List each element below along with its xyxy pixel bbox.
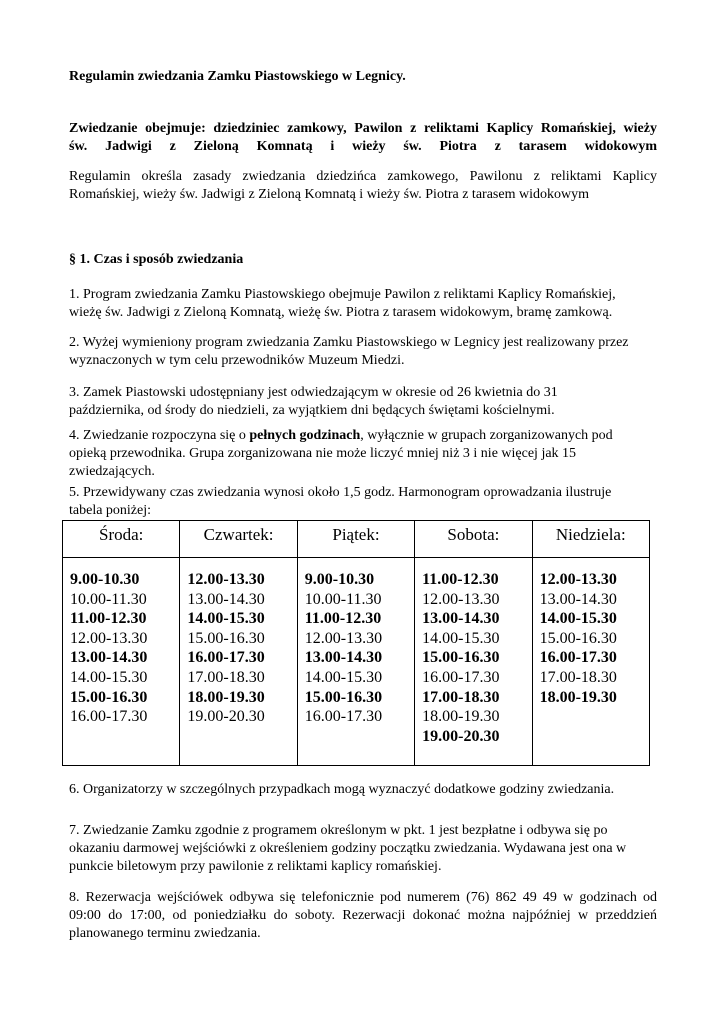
time-slot: 13.00-14.30 xyxy=(70,649,148,667)
time-slot: 18.00-19.30 xyxy=(187,688,265,706)
point-line: października, od środy do niedzieli, za wyjątkiem dni będących świętami kościelnymi. xyxy=(69,403,555,418)
point-line: zwiedzających. xyxy=(69,464,155,479)
time-slot: 15.00-16.30 xyxy=(187,629,265,647)
point-line: opieką przewodnika. Grupa zorganizowana nie może liczyć mniej niż 3 i nie więcej jak 15 xyxy=(69,446,577,461)
point-4-text: 4. Zwiedzanie rozpoczyna się o xyxy=(69,428,250,443)
time-slot: 15.00-16.30 xyxy=(539,629,617,647)
time-slot: 12.00-13.30 xyxy=(422,590,500,608)
time-slot: 11.00-12.30 xyxy=(304,610,382,628)
scope-line: św. Jadwigi z Zieloną Komnatą i wieży św. Piotra z tarasem widokowym xyxy=(69,139,657,154)
day-header: Niedziela: xyxy=(532,521,649,558)
time-slot: 13.00-14.30 xyxy=(539,590,617,608)
point-line: 6. Organizatorzy w szczególnych przypadkach mogą wyznaczyć dodatkowe godziny zwiedzania. xyxy=(69,782,615,797)
time-slot: 15.00-16.30 xyxy=(304,688,383,706)
point-4-text: , wyłącznie w grupach zorganizowanych pod xyxy=(360,428,613,443)
scope-paragraph xyxy=(69,120,657,156)
day-header: Środa: xyxy=(63,521,180,558)
time-slot: 17.00-18.30 xyxy=(422,688,500,706)
time-slot: 15.00-16.30 xyxy=(422,649,500,667)
time-slot: 9.00-10.30 xyxy=(70,571,140,588)
point-2 xyxy=(69,334,657,370)
time-slot: 9.00-10.30 xyxy=(304,571,375,588)
time-slot: 19.00-20.30 xyxy=(422,727,500,745)
point-line: okazaniu darmowej wejściówki z określeniem godziny początku zwiedzania. Wydawana jest ona w xyxy=(69,841,627,856)
intro-paragraph xyxy=(69,168,657,204)
time-slot: 16.00-17.30 xyxy=(304,708,383,726)
time-slot: 14.00-15.30 xyxy=(422,629,500,647)
time-slot: 12.00-13.30 xyxy=(539,571,617,588)
scope-line: Zwiedzanie obejmuje: dziedziniec zamkowy, Pawilon z reliktami Kaplicy Romańskiej, wieży xyxy=(69,121,657,136)
document-title: Regulamin zwiedzania Zamku Piastowskiego w Legnicy. xyxy=(69,69,406,84)
point-4 xyxy=(69,427,657,481)
time-slot: 11.00-12.30 xyxy=(70,610,147,628)
point-line: wieżę św. Jadwigi z Zieloną Komnatą, wieżę św. Piotra z tarasem widokowym, bramę zamkową. xyxy=(69,305,613,320)
point-1 xyxy=(69,286,657,322)
point-line: 2. Wyżej wymieniony program zwiedzania Zamku Piastowskiego w Legnicy jest realizowany przez xyxy=(69,335,629,350)
intro-line: Regulamin określa zasady zwiedzania dziedzińca zamkowego, Pawilonu z reliktami Kaplicy xyxy=(69,169,657,184)
point-line: tabela poniżej: xyxy=(69,503,152,518)
day-header: Piątek: xyxy=(297,521,414,558)
point-7 xyxy=(69,822,657,876)
time-slot: 11.00-12.30 xyxy=(422,571,499,588)
time-slot: 16.00-17.30 xyxy=(422,668,500,686)
point-line: 3. Zamek Piastowski udostępniany jest odwiedzającym w okresie od 26 kwietnia do 31 xyxy=(69,385,558,400)
point-4-emphasis: pełnych godzinach xyxy=(249,428,361,443)
time-slot: 18.00-19.30 xyxy=(422,708,500,726)
time-slot: 19.00-20.30 xyxy=(187,708,265,726)
point-line: 1. Program zwiedzania Zamku Piastowskiego obejmuje Pawilon z reliktami Kaplicy Romańskiej, xyxy=(69,287,616,302)
point-line: planowanego terminu zwiedzania. xyxy=(69,926,261,941)
time-slot: 10.00-11.30 xyxy=(70,590,147,608)
schedule-table xyxy=(62,520,650,766)
time-slot: 14.00-15.30 xyxy=(70,668,148,686)
point-3 xyxy=(69,384,657,420)
section-heading: § 1. Czas i sposób zwiedzania xyxy=(69,252,244,267)
point-line: 5. Przewidywany czas zwiedzania wynosi około 1,5 godz. Harmonogram oprowadzania ilustruje xyxy=(69,485,612,500)
point-6 xyxy=(69,781,657,799)
time-slot: 18.00-19.30 xyxy=(539,688,617,706)
point-line xyxy=(69,427,657,445)
schedule-header-row xyxy=(63,521,650,558)
point-line: 8. Rezerwacja wejściówek odbywa się telefonicznie pod numerem (76) 862 49 49 w godzinach od xyxy=(69,890,657,905)
day-slots-cell xyxy=(297,558,414,766)
point-line: punkcie biletowym przy pawilonie z reliktami kaplicy romańskiej. xyxy=(69,859,442,874)
time-slot: 14.00-15.30 xyxy=(187,610,265,628)
intro-line: Romańskiej, wieży św. Jadwigi z Zieloną Komnatą i wieży św. Piotra z tarasem widokowym xyxy=(69,187,589,202)
time-slot: 17.00-18.30 xyxy=(187,668,265,686)
point-5 xyxy=(69,484,657,520)
day-slots-cell xyxy=(532,558,649,766)
time-slot: 13.00-14.30 xyxy=(422,610,500,628)
time-slot: 13.00-14.30 xyxy=(187,590,265,608)
time-slot: 16.00-17.30 xyxy=(187,649,265,667)
day-header: Czwartek: xyxy=(180,521,297,558)
time-slot: 13.00-14.30 xyxy=(304,649,383,667)
time-slot: 14.00-15.30 xyxy=(304,668,383,686)
schedule-slots-row xyxy=(63,558,650,766)
time-slot: 12.00-13.30 xyxy=(187,571,265,588)
time-slot: 12.00-13.30 xyxy=(70,629,148,647)
time-slot: 12.00-13.30 xyxy=(304,629,383,647)
time-slot: 16.00-17.30 xyxy=(539,649,617,667)
day-slots-cell xyxy=(63,558,180,766)
point-line: 09:00 do 17:00, od poniedziałku do soboty. Rezerwacji dokonać można najpóźniej w przeddzień xyxy=(69,908,657,923)
time-slot: 14.00-15.30 xyxy=(539,610,617,628)
point-line: wyznaczonych w tym celu przewodników Muzeum Miedzi. xyxy=(69,353,405,368)
time-slot: 10.00-11.30 xyxy=(304,590,382,608)
time-slot: 17.00-18.30 xyxy=(539,668,617,686)
point-line: 7. Zwiedzanie Zamku zgodnie z programem określonym w pkt. 1 jest bezpłatne i odbywa się po xyxy=(69,823,608,838)
time-slot: 15.00-16.30 xyxy=(70,688,148,706)
time-slot: 16.00-17.30 xyxy=(70,708,148,726)
point-8 xyxy=(69,889,657,943)
day-slots-cell xyxy=(415,558,532,766)
day-slots-cell xyxy=(180,558,297,766)
day-header: Sobota: xyxy=(415,521,532,558)
